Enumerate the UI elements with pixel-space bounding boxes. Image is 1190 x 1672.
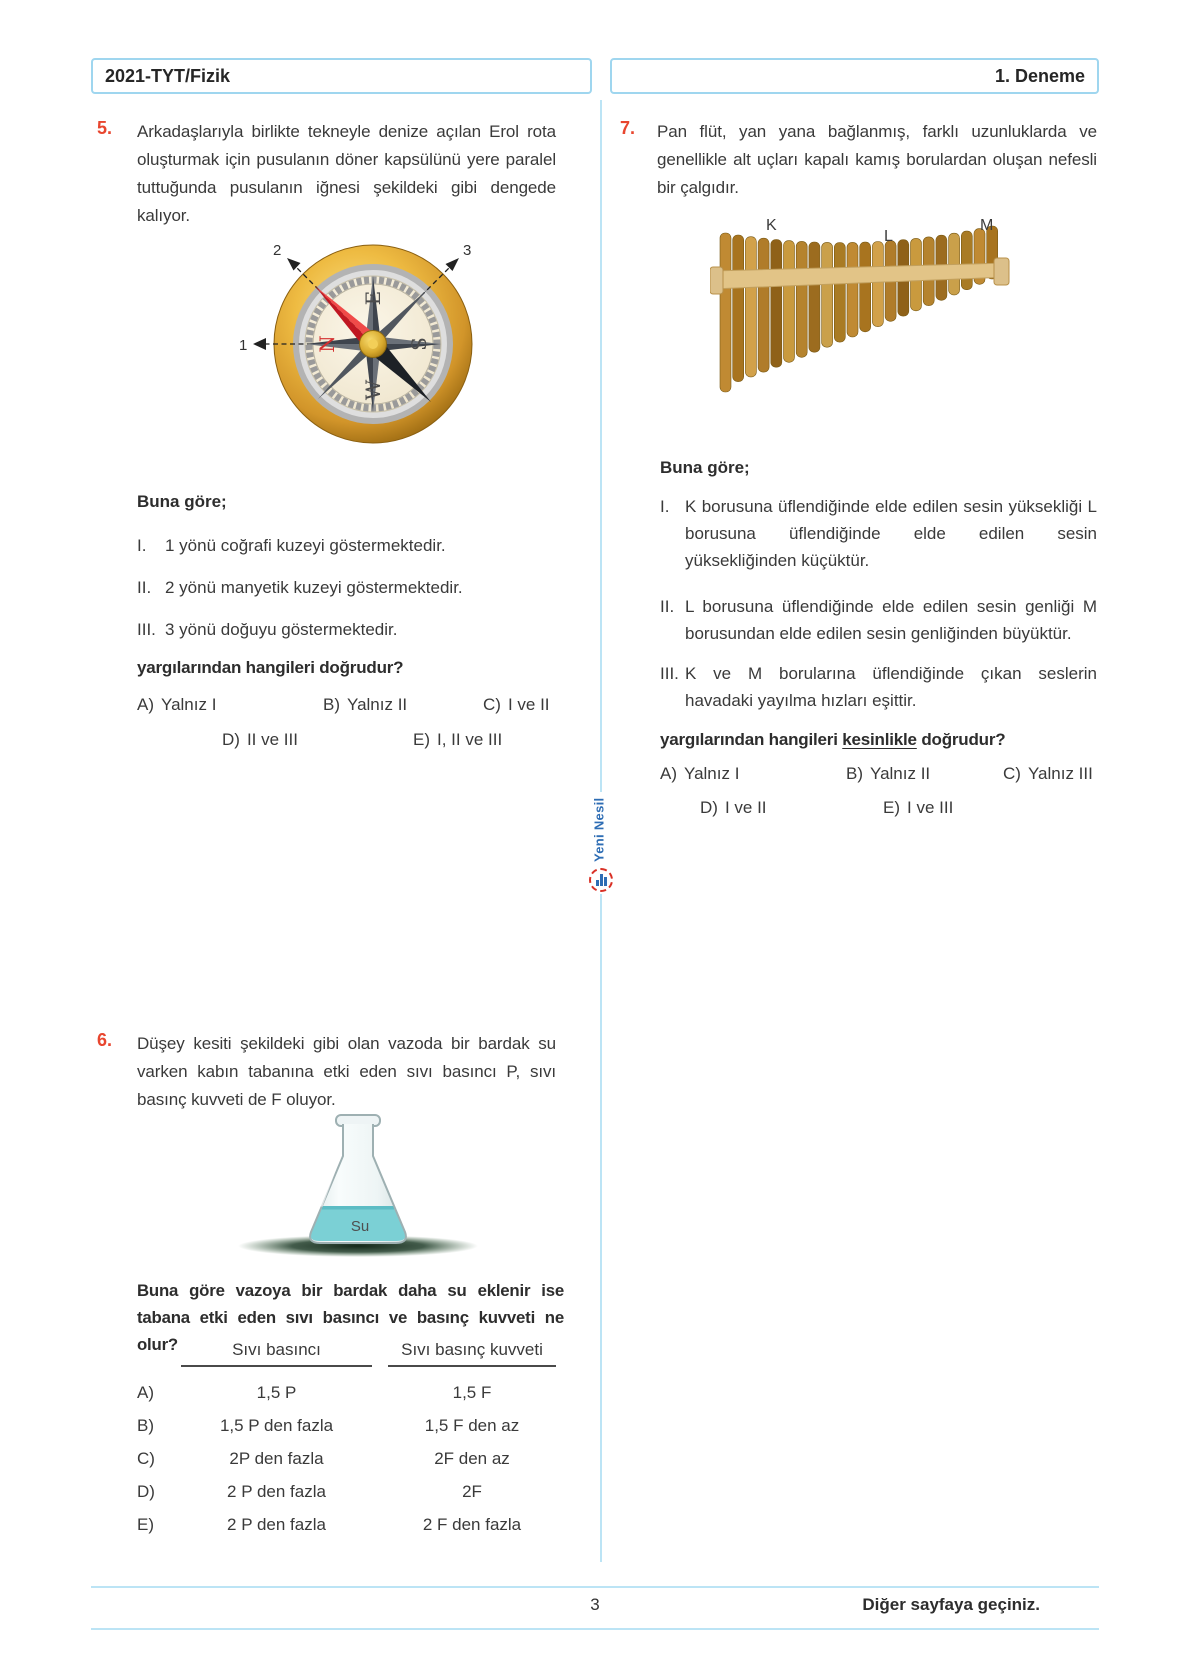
band-right-cap [994, 258, 1009, 285]
option-e: E) I, II ve III [413, 730, 503, 749]
footer-divider-bottom [91, 1628, 1099, 1630]
subject-title: 2021-TYT/Fizik [105, 65, 231, 86]
statement-1: I. 1 yönü coğrafi kuzeyi göstermektedir. [137, 536, 446, 555]
column-divider-top [600, 100, 602, 792]
options-row-2 [137, 730, 556, 756]
option-d: D) I ve II [700, 798, 767, 817]
next-page-note: Diğer sayfaya geçiniz. [862, 1595, 1040, 1614]
dial-north: N [315, 335, 339, 353]
question-number: 6. [97, 1030, 113, 1050]
statement-3: III. 3 yönü doğuyu göstermektedir. [137, 620, 398, 639]
options-row-2 [660, 798, 1097, 824]
option-b: B) Yalnız II [846, 764, 931, 783]
option-c: C) Yalnız III [1003, 764, 1093, 783]
header-subject-box [91, 58, 592, 94]
compass-figure [225, 224, 487, 462]
options-row-1 [137, 695, 556, 721]
flute-pipes [720, 226, 998, 392]
options-row-1 [660, 764, 1097, 790]
table-row: D) 2 P den fazla 2F [137, 1482, 482, 1501]
page-number: 3 [590, 1595, 600, 1614]
question-stem: yargılarından hangileri kesinlikle doğrudur? [660, 730, 1006, 749]
pipe-k-label: K [766, 217, 777, 234]
pan-flute-figure [710, 206, 1010, 398]
option-a: A) Yalnız I [660, 764, 740, 783]
option-b: B) Yalnız II [323, 695, 408, 714]
statement-1: I. K borusuna üflendiğinde elde edilen sesin yüksekliği L borusuna üflendiğinde elde edilen sesin yüksekliğinden küçüktür. [660, 497, 1097, 570]
statement-3: III. K ve M borularına üflendiğinde çıkan seslerin havadaki yayılma hızları eşittir. [660, 664, 1097, 710]
question-7 [620, 118, 1097, 848]
table-col1-header: Sıvı basıncı [181, 1340, 372, 1367]
question-number: 7. [620, 118, 636, 138]
table-row: E) 2 P den fazla 2 F den fazla [137, 1515, 522, 1534]
dial-east: E [361, 290, 385, 306]
brand-chart-icon [589, 868, 613, 892]
option-a: A) Yalnız I [137, 695, 217, 714]
question-stem: Buna göre vazoya bir bardak daha su eklenir ise tabana etki eden sıvı basıncı ve basınç kuvveti ne olur? [137, 1281, 564, 1354]
column-divider-bottom [600, 894, 602, 1562]
question-text: Düşey kesiti şekildeki gibi olan vazoda bir bardak su varken kabın tabanına etki eden sıvı basıncı P, sıvı basınç kuvveti de F oluyor. [137, 1034, 556, 1109]
underlined-word: kesinlikle [842, 730, 917, 749]
table-col2-header: Sıvı basınç kuvveti [388, 1340, 556, 1367]
table-row: B) 1,5 P den fazla 1,5 F den az [137, 1416, 520, 1435]
question-6 [97, 1030, 564, 1575]
pipe-m-label: M [980, 217, 994, 234]
dial-south: S [407, 337, 431, 351]
arrow-2-label: 2 [273, 242, 282, 259]
lead-text: Buna göre; [137, 492, 227, 511]
exam-title: 1. Deneme [994, 65, 1085, 86]
flask-figure [230, 1110, 480, 1262]
lead-text: Buna göre; [660, 458, 750, 477]
question-stem: yargılarından hangileri doğrudur? [137, 658, 404, 677]
band-left-cap [710, 267, 723, 294]
footer-divider-top [91, 1586, 1099, 1588]
option-c: C) I ve II [483, 695, 550, 714]
water-label: Su [350, 1218, 370, 1235]
table-row: A) 1,5 P 1,5 F [137, 1383, 492, 1402]
option-d: D) II ve III [222, 730, 298, 749]
dial-west: W [361, 379, 385, 401]
question-text: Pan flüt, yan yana bağlanmış, farklı uzunluklarda ve genellikle alt uçları kapalı kamış borulardan oluşan nefesli bir çalgıdır. [657, 122, 1097, 197]
statement-2: II. 2 yönü manyetik kuzeyi göstermektedir. [137, 578, 463, 597]
header-exam-box [610, 58, 1099, 94]
table-row: C) 2P den fazla 2F den az [137, 1449, 510, 1468]
statement-2: II. L borusuna üflendiğinde elde edilen sesin genliği M borusundan elde edilen sesin genliğinden büyüktür. [660, 597, 1097, 643]
question-5 [97, 118, 556, 818]
question-text: Arkadaşlarıyla birlikte tekneyle denize açılan Erol rota oluşturmak için pusulanın döner kapsülünü yere paralel tuttuğunda pusulanın iğnesi şekildeki gibi dengede kalıyor. [137, 122, 556, 225]
option-e: E) I ve III [883, 798, 954, 817]
brand-name: Yeni Nesil [591, 797, 607, 863]
question-number: 5. [97, 118, 113, 138]
arrow-1-label: 1 [239, 337, 248, 354]
arrow-3-label: 3 [463, 242, 472, 259]
answer-table [137, 1340, 556, 1555]
water-surface [322, 1206, 394, 1210]
pipe-l-label: L [884, 228, 893, 245]
